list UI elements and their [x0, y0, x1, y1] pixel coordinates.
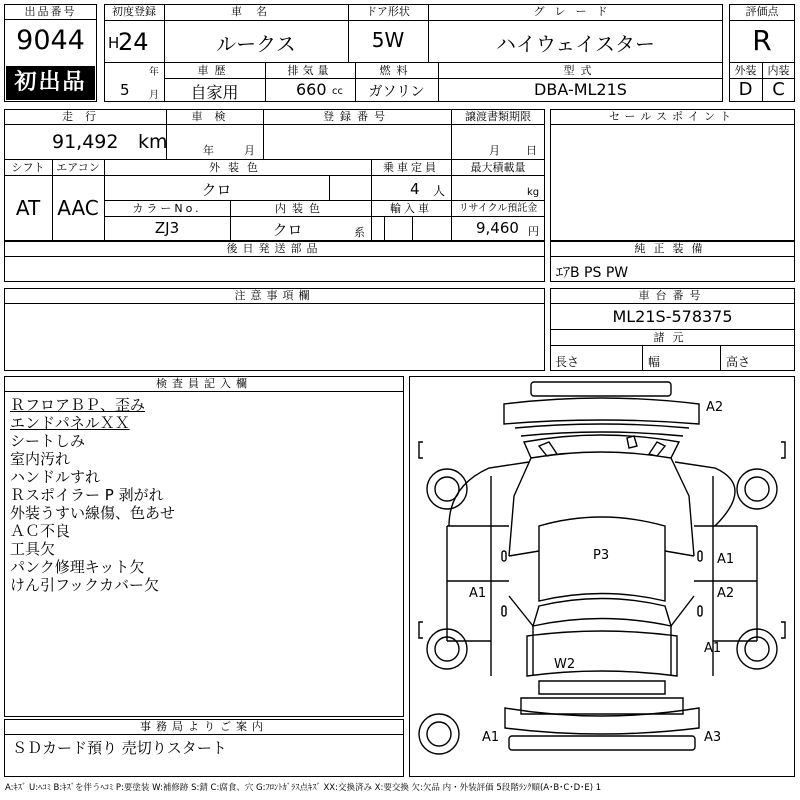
int-score: C	[772, 79, 785, 100]
inspection-year-unit: 年	[203, 144, 214, 157]
shift-label: シフト	[11, 161, 45, 174]
damage-label: A1	[469, 586, 487, 601]
car-name: ルークス	[216, 32, 296, 56]
ac-label: エアコン	[56, 161, 100, 174]
color-no-label: カラーNo.	[132, 202, 202, 215]
car-name-label: 車名	[231, 5, 281, 18]
int-color-unit: 系	[354, 226, 365, 239]
inspector-line: エンドパネルＸＸ	[10, 414, 130, 432]
year-unit: 年	[149, 67, 159, 78]
reg-year: 24	[118, 28, 149, 56]
int-color: クロ	[272, 221, 303, 239]
lot-number: 9044	[16, 25, 85, 56]
fuel: ガソリン	[368, 84, 425, 100]
overall-score: R	[752, 24, 772, 57]
recycle-unit: 円	[528, 225, 539, 238]
model-code: DBA-ML21S	[534, 80, 627, 99]
office-message: ＳＤカード預り 売切りスタート	[12, 739, 227, 757]
damage-label: A1	[704, 641, 722, 656]
shift: AT	[15, 196, 41, 220]
inspector-line: 室内汚れ	[10, 450, 71, 468]
transfer-month-unit: 月	[489, 144, 500, 157]
history-label: 車歴	[197, 64, 232, 77]
car-diagram	[409, 376, 795, 777]
chassis-label: 車台番号	[550, 288, 795, 304]
ext-score: D	[738, 79, 753, 100]
equipment: ｴｱB PS PW	[556, 265, 629, 281]
recycle-label: リサイクル預託金	[458, 203, 538, 214]
inspector-line: ハンドルすれ	[10, 468, 101, 486]
reg-month: 5	[120, 81, 130, 99]
inspector-line: ＡＣ不良	[10, 522, 71, 540]
equipment-label: 純正装備	[550, 241, 795, 257]
displacement: 660	[296, 80, 327, 99]
width-label: 幅	[648, 355, 661, 369]
sales-points-label: セールスポイント	[550, 109, 795, 125]
inspection-label: 車検	[191, 110, 238, 123]
inspector-line: ＲフロアＢＰ、歪み	[10, 396, 146, 414]
ext-score-label: 外装	[734, 64, 757, 77]
recycle-fee: 9,460	[476, 219, 519, 237]
damage-label: A2	[717, 586, 735, 601]
inspector-line: パンク修理キット欠	[10, 558, 145, 576]
chassis-number: ML21S-578375	[612, 307, 733, 326]
later-parts-label: 後日発送部品	[4, 241, 545, 257]
sales-points-box	[550, 109, 795, 241]
damage-label: A2	[706, 400, 724, 415]
displacement-label: 排気量	[287, 64, 333, 77]
dims-label: 諸元	[653, 331, 692, 344]
capacity-label: 乗車定員	[383, 161, 439, 174]
load-unit: kg	[527, 187, 540, 198]
mileage: 91,492	[52, 131, 119, 153]
door-type: 5W	[371, 28, 405, 52]
reg-number-label: 登録番号	[323, 110, 391, 123]
length-label: 長さ	[555, 355, 580, 369]
load-label: 最大積載量	[470, 161, 526, 174]
import-label: 輸入車	[390, 202, 432, 215]
damage-label: A1	[717, 552, 735, 567]
fuel-label: 燃料	[379, 64, 414, 77]
inspector-notes	[10, 396, 175, 594]
month-unit: 月	[149, 90, 159, 101]
era: H	[108, 34, 120, 52]
damage-label: A3	[704, 730, 722, 745]
inspector-line: 工具欠	[10, 540, 56, 558]
int-color-label: 内装色	[275, 202, 326, 215]
first-reg-label: 初度登録	[112, 5, 156, 18]
displacement-unit: cc	[332, 86, 343, 97]
notes-label: 注意事項欄	[4, 288, 545, 304]
capacity-unit: 人	[433, 184, 446, 198]
capacity: 4	[410, 180, 420, 198]
office-title: 事務局よりご案内	[4, 719, 404, 735]
first-listing-badge: 初出品	[6, 66, 95, 100]
height-label: 高さ	[726, 355, 751, 369]
door-label: ドア形状	[366, 5, 410, 18]
grade-label: グレード	[533, 5, 618, 18]
int-score-label: 内装	[767, 64, 790, 77]
ext-color-label: 外装色	[209, 161, 266, 174]
inspection-month-unit: 月	[244, 144, 255, 157]
model-label: 型式	[563, 64, 598, 77]
inspector-line: 外装うすい線傷、色あせ	[10, 504, 176, 522]
inspector-line: けん引フックカバー欠	[10, 576, 159, 594]
score-label: 評価点	[745, 5, 779, 18]
inspector-title: 検査員記入欄	[4, 376, 404, 392]
damage-label: A1	[482, 730, 500, 745]
color-no: ZJ3	[154, 219, 180, 237]
mileage-label: 走行	[62, 110, 108, 123]
mileage-unit: km	[138, 131, 168, 153]
ac: AAC	[57, 196, 99, 220]
ext-color: クロ	[201, 181, 232, 199]
damage-label: P3	[593, 548, 610, 563]
transfer-day-unit: 日	[526, 144, 537, 157]
transfer-label: 譲渡書類期限	[465, 110, 531, 123]
legend: A:ｷｽﾞ U:ﾍｺﾐ B:ｷｽﾞを伴うﾍｺﾐ P:要塗装 W:補修跡 S:錆 C:腐食、穴 G:ﾌﾛﾝﾄｶﾞﾗｽ点ｷｽﾞ XX:交換済み X:要交換 欠:欠品 内・外装評価 5段階ﾗﾝｸ順(A･B･C･D･E) 1	[5, 783, 602, 793]
inspector-line: シートしみ	[10, 432, 86, 450]
damage-label: W2	[554, 657, 576, 672]
grade: ハイウェイスター	[496, 32, 655, 56]
history: 自家用	[190, 83, 239, 102]
lot-label: 出品番号	[4, 4, 97, 20]
inspector-line: Ｒスポイラー P 剥がれ	[10, 486, 164, 504]
